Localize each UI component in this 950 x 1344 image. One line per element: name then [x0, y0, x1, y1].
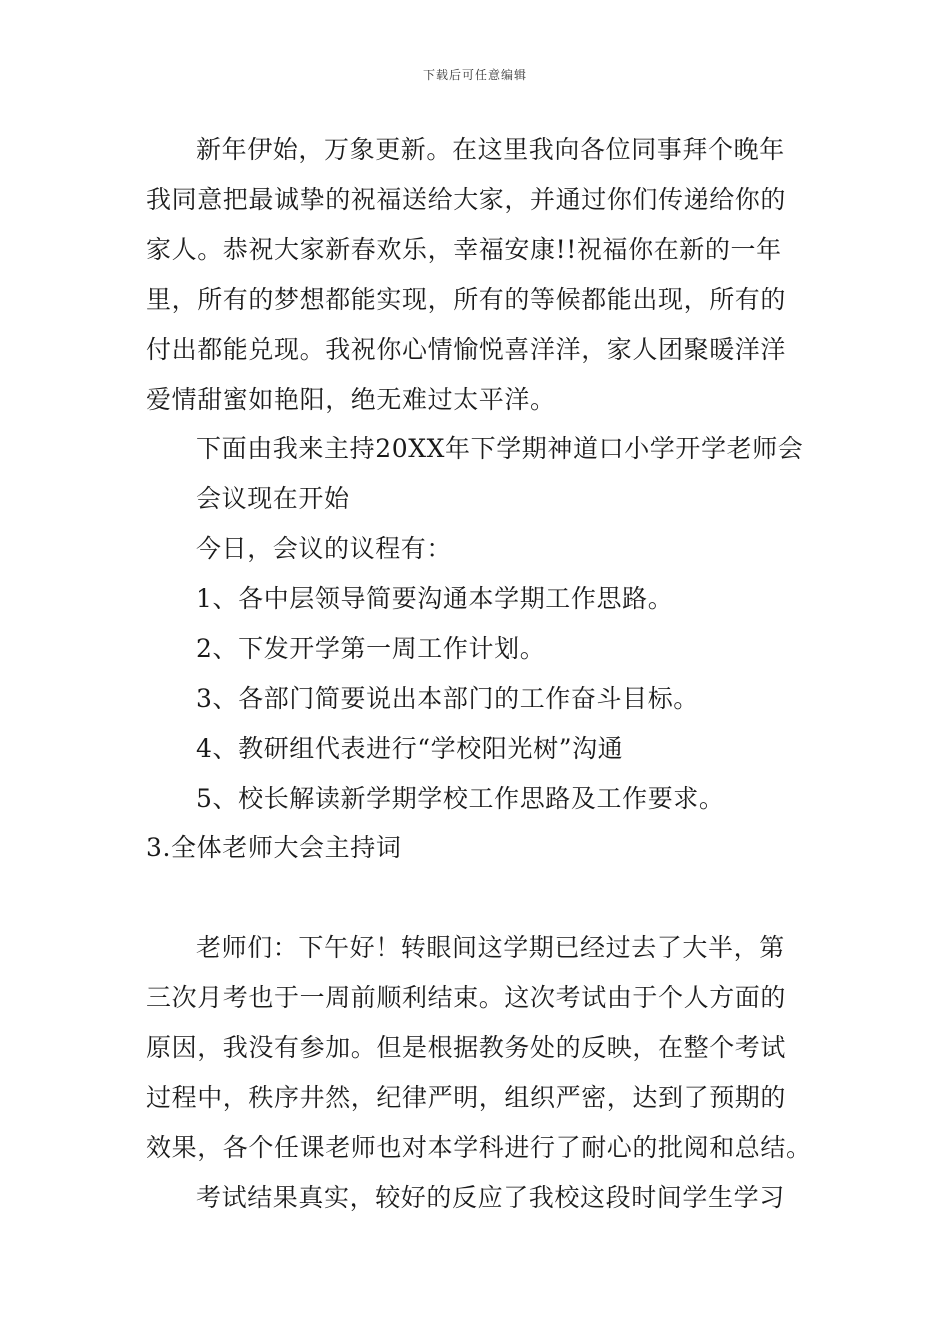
- section-heading: 3.全体老师大会主持词: [146, 833, 402, 862]
- paragraph-line: 考试结果真实，较好的反应了我校这段时间学生学习: [196, 1183, 785, 1212]
- meeting-intro: 下面由我来主持20XX年下学期神道口小学开学老师会: [196, 434, 804, 463]
- paragraph-line: 三次月考也于一周前顺利结束。这次考试由于个人方面的: [146, 983, 787, 1012]
- paragraph-line: 效果，各个任课老师也对本学科进行了耐心的批阅和总结。: [146, 1133, 812, 1162]
- meeting-start: 会议现在开始: [196, 484, 350, 513]
- paragraph-line: 爱情甜蜜如艳阳，绝无难过太平洋。: [146, 385, 556, 414]
- page-header-note: 下载后可任意编辑: [422, 68, 527, 82]
- paragraph-line: 新年伊始，万象更新。在这里我向各位同事拜个晚年: [196, 135, 785, 164]
- paragraph-line: 过程中，秩序井然，纪律严明，组织严密，达到了预期的: [146, 1083, 787, 1112]
- paragraph-line: 家人。恭祝大家新春欢乐，幸福安康!!祝福你在新的一年: [146, 235, 782, 264]
- paragraph-line: 老师们：下午好！转眼间这学期已经过去了大半，第: [196, 933, 785, 962]
- agenda-item: 2、下发开学第一周工作计划。: [196, 634, 546, 663]
- paragraph-line: 原因，我没有参加。但是根据教务处的反映，在整个考试: [146, 1033, 787, 1062]
- agenda-title: 今日，会议的议程有：: [196, 534, 453, 563]
- agenda-item: 3、各部门简要说出本部门的工作奋斗目标。: [196, 684, 699, 713]
- agenda-item: 4、教研组代表进行“学校阳光树”沟通: [196, 734, 624, 763]
- paragraph-line: 付出都能兑现。我祝你心情愉悦喜洋洋，家人团聚暖洋洋: [146, 335, 787, 364]
- paragraph-line: 里，所有的梦想都能实现，所有的等候都能出现，所有的: [146, 285, 787, 314]
- agenda-item: 5、校长解读新学期学校工作思路及工作要求。: [196, 784, 725, 813]
- agenda-item: 1、各中层领导简要沟通本学期工作思路。: [196, 584, 674, 613]
- paragraph-line: 我同意把最诚挚的祝福送给大家，并通过你们传递给你的: [146, 185, 787, 214]
